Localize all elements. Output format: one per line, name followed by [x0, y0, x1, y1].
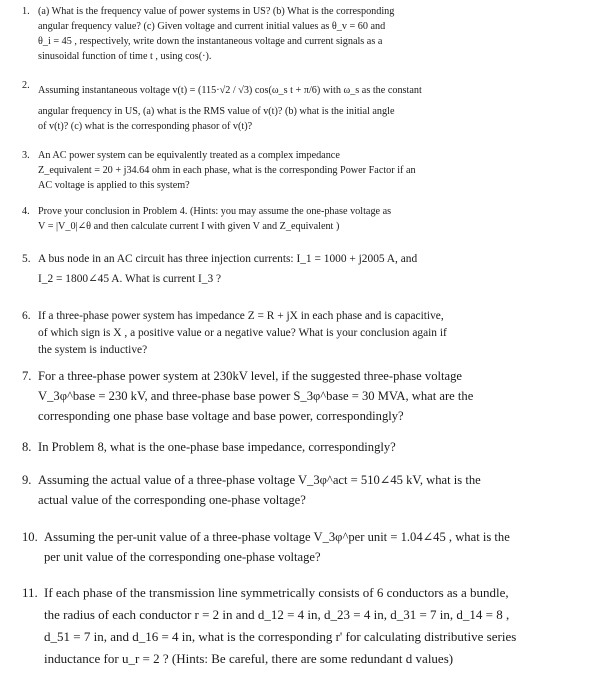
question-line: V_3φ^base = 230 kV, and three-phase base power S_3φ^base = 30 MVA, what are the [38, 389, 474, 403]
question-line: angular frequency value? (c) Given voltage and current initial values as θ_v = 60 and [38, 21, 386, 32]
question-4 [22, 204, 575, 234]
question-line: θ_i = 45 , respectively, write down the instantaneous voltage and current signals as a [38, 36, 383, 47]
question-number: 6. [22, 310, 31, 322]
question-number: 5. [22, 253, 31, 265]
question-number: 3. [22, 150, 30, 161]
question-number: 1. [22, 6, 30, 17]
question-number: 2. [22, 80, 30, 91]
question-line: Z_equivalent = 20 + j34.64 ohm in each phase, what is the corresponding Power Factor if an [38, 165, 416, 176]
question-number: 9. [22, 473, 32, 487]
question-line: angular frequency in US, (a) what is the RMS value of v(t)? (b) what is the initial angle [38, 106, 395, 117]
question-6 [22, 308, 575, 359]
question-line: Prove your conclusion in Problem 4. (Hints: you may assume the one-phase voltage as [38, 206, 392, 217]
question-line: If a three-phase power system has impedance Z = R + jX in each phase and is capacitive, [38, 310, 444, 322]
question-10 [22, 527, 575, 567]
question-line: (a) What is the frequency value of power systems in US? (b) What is the corresponding [38, 6, 395, 17]
question-line: A bus node in an AC circuit has three injection currents: I_1 = 1000 + j2005 A, and [38, 253, 418, 265]
question-9 [22, 470, 575, 510]
question-3 [22, 148, 575, 193]
question-number: 11. [22, 585, 38, 600]
question-11 [22, 582, 575, 670]
question-line: sinusoidal function of time t , using cos(·). [38, 51, 212, 62]
question-line: For a three-phase power system at 230kV level, if the suggested three-phase voltage [38, 369, 462, 383]
question-line: of which sign is X , a positive value or a negative value? What is your conclusion again if [38, 327, 447, 339]
question-line: If each phase of the transmission line symmetrically consists of 6 conductors as a bundle, [44, 585, 509, 600]
question-line: In Problem 8, what is the one-phase base impedance, correspondingly? [38, 440, 396, 454]
question-line: the radius of each conductor r = 2 in and d_12 = 4 in, d_23 = 4 in, d_31 = 7 in, d_14 = 8 , [44, 607, 510, 622]
question-8 [22, 437, 575, 457]
question-line: of v(t)? (c) what is the corresponding phasor of v(t)? [38, 121, 253, 132]
question-line: V = |V_0|∠θ and then calculate current I with given V and Z_equivalent ) [38, 221, 340, 232]
question-line: per unit value of the corresponding one-phase voltage? [44, 550, 321, 564]
question-number: 10. [22, 530, 38, 544]
question-line: Assuming the per-unit value of a three-phase voltage V_3φ^per unit = 1.04∠45 , what is the [44, 530, 510, 544]
question-line: Assuming instantaneous voltage v(t) = (115·√2 / √3) cos(ω_s t + π/6) with ω_s as the constant [38, 85, 422, 96]
question-line: AC voltage is applied to this system? [38, 180, 190, 191]
question-number: 7. [22, 369, 32, 383]
question-number: 8. [22, 440, 32, 454]
question-line: corresponding one phase base voltage and base power, correspondingly? [38, 409, 404, 423]
question-line: d_51 = 7 in, and d_16 = 4 in, what is the corresponding r' for calculating distributive series [44, 629, 517, 644]
question-5 [22, 251, 575, 290]
question-line: I_2 = 1800∠45 A. What is current I_3 ? [38, 273, 222, 285]
question-line: Assuming the actual value of a three-phase voltage V_3φ^act = 510∠45 kV, what is the [38, 473, 481, 487]
question-line: An AC power system can be equivalently treated as a complex impedance [38, 150, 340, 161]
question-number: 4. [22, 206, 30, 217]
question-line: inductance for u_r = 2 ? (Hints: Be careful, there are some redundant d values) [44, 651, 454, 666]
question-line: the system is inductive? [38, 344, 148, 356]
question-line: actual value of the corresponding one-phase voltage? [38, 493, 306, 507]
question-7 [22, 366, 575, 426]
question-1 [22, 4, 575, 64]
question-2 [22, 78, 575, 134]
